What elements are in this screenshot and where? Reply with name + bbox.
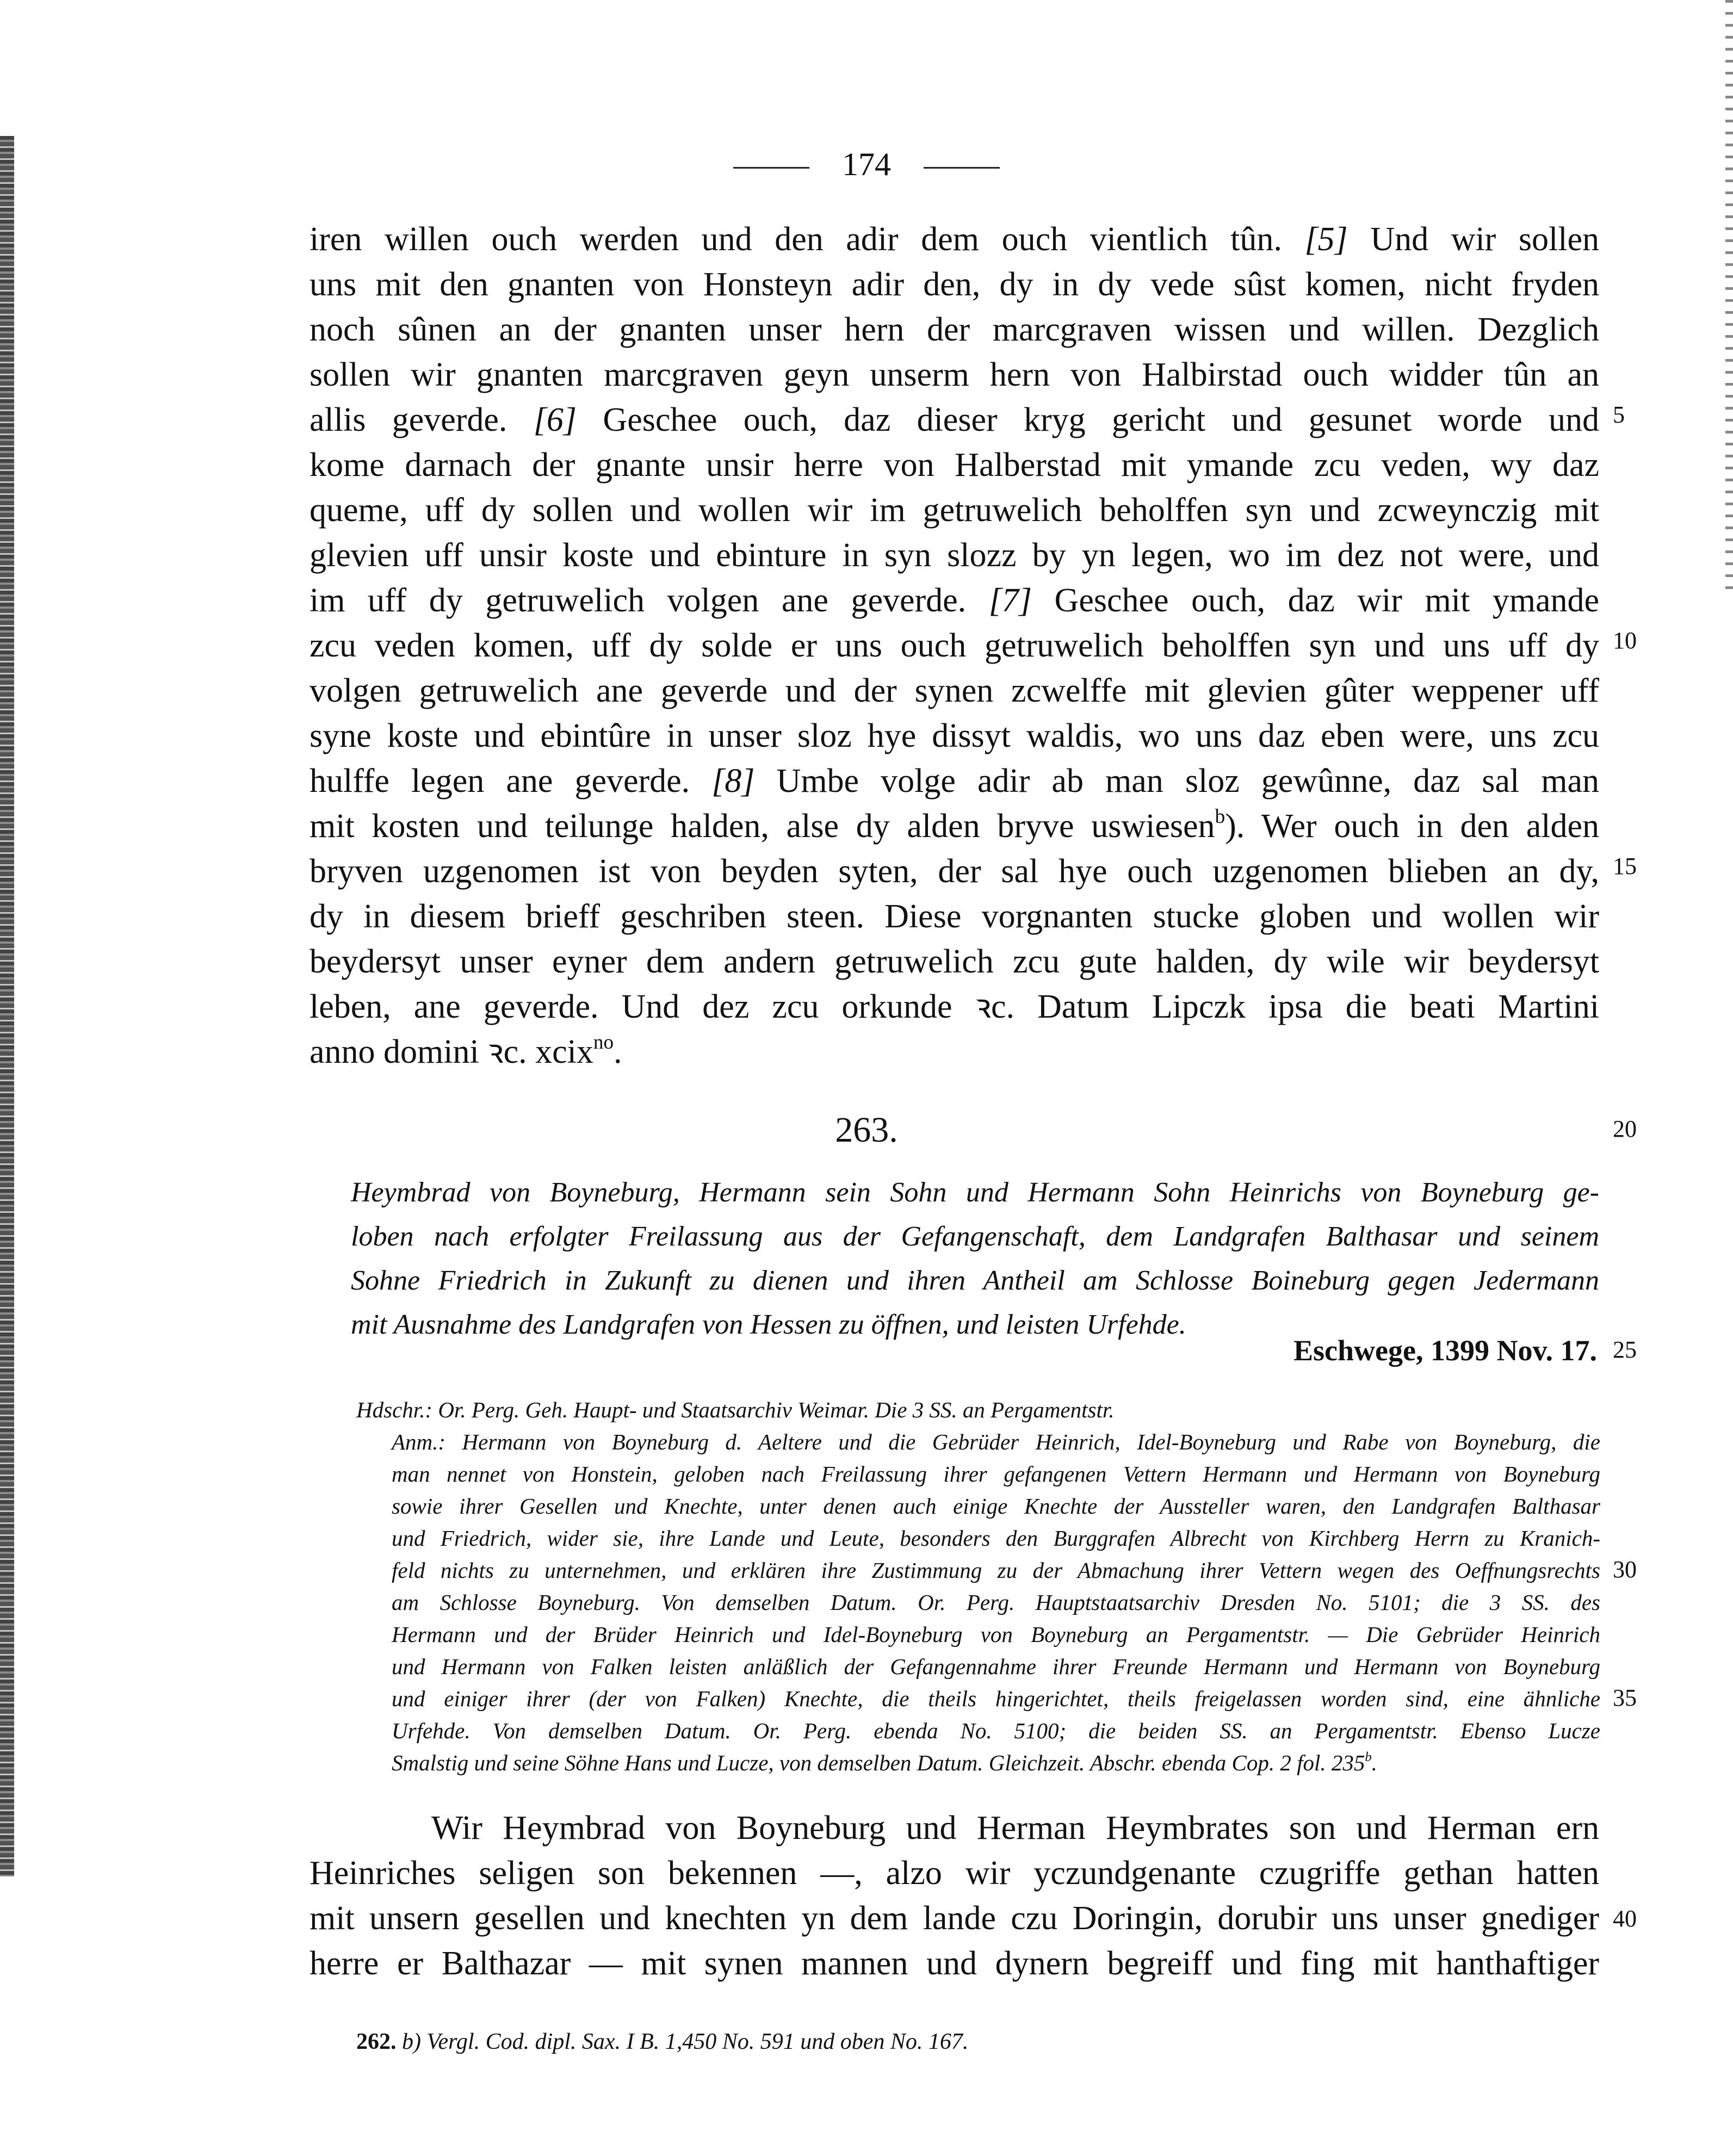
header-rule-right: [924, 167, 1000, 169]
text-run: zcu veden komen, uff dy solde er uns ouch getruwelich beholffen syn und uns uff dy: [310, 627, 1599, 664]
section-marker: [8]: [711, 763, 755, 800]
text-run: syne koste und ebintûre in unser sloz hye dissyt waldis, wo uns daz eben were, uns zcu: [310, 717, 1599, 754]
note-line: [392, 1525, 1600, 1551]
body-line: [310, 1033, 1599, 1071]
note-line: [392, 1461, 1600, 1487]
line-number: 10: [1613, 627, 1637, 654]
footnote: [356, 2029, 968, 2055]
body-line: [310, 581, 1599, 619]
body-line: [310, 897, 1599, 935]
text-run: Geschee ouch, daz dieser kryg gericht und gesunet worde und: [577, 401, 1599, 438]
note-line: [392, 1750, 1600, 1776]
body-line: [310, 988, 1599, 1026]
text-run: und einiger ihrer (der von Falken) Knechte, die theils hingerichtet, theils freigelassen worden sind, eine ähnliche: [392, 1686, 1600, 1711]
text-run: Smalstig und seine Söhne Hans und Lucze, von demselben Datum. Gleichzeit. Abschr. ebenda Cop. 2 fol. 235: [392, 1750, 1365, 1775]
note-line: [356, 1397, 1600, 1423]
text-run: und Friedrich, wider sie, ihre Lande und Leute, besonders den Burggrafen Albrecht von Kirchberg Herrn zu Kranich-: [392, 1526, 1600, 1551]
text-run: Geschee ouch, daz wir mit ymande: [1031, 582, 1599, 619]
text-run: Und wir sollen: [1347, 221, 1599, 258]
body-line: [310, 807, 1599, 845]
text-run: noch sûnen an der gnanten unser hern der marcgraven wissen und willen. Dezglich: [310, 311, 1599, 348]
body-line: [310, 311, 1599, 349]
body-line: [310, 943, 1599, 981]
document-number: 263.: [835, 1110, 898, 1150]
line-number: 20: [1613, 1116, 1637, 1142]
text-run: beydersyt unser eyner dem andern getruwelich zcu gute halden, dy wile wir beydersyt: [310, 943, 1599, 980]
note-line: [392, 1589, 1600, 1615]
section-marker: [7]: [988, 582, 1032, 619]
header-rule-left: [733, 167, 809, 169]
body-line: [310, 265, 1599, 303]
text-run: sollen wir gnanten marcgraven geyn unserm hern von Halbirstad ouch widder tûn an: [310, 356, 1599, 393]
text-run: allis geverde.: [310, 401, 534, 438]
body-line: [310, 672, 1599, 710]
body-line: [310, 536, 1599, 574]
text-run: bryven uzgenomen ist von beyden syten, der sal hye ouch uzgenomen blieben an dy,: [310, 853, 1599, 890]
note-line: [392, 1493, 1600, 1519]
text-run: feld nichts zu unternehmen, und erklären ihre Zustimmung zu der Abmachung ihrer Vettern wegen des Oeffnungsrechts: [392, 1558, 1600, 1583]
text-run: Hermann und der Brüder Heinrich und Idel-Boyneburg von Boyneburg an Pergamentstr. — Die Gebrüder Heinrich: [392, 1622, 1600, 1647]
line-number: 5: [1613, 401, 1625, 428]
section-marker: [6]: [533, 401, 577, 438]
text-run: leben, ane geverde. Und dez zcu orkunde ꝛc. Datum Lipczk ipsa die beati Martini: [310, 988, 1599, 1025]
body-line: [310, 762, 1599, 800]
line-number: 35: [1613, 1684, 1637, 1711]
line-number: 30: [1613, 1556, 1637, 1583]
summary-line: mit Ausnahme des Landgrafen von Hessen zu öffnen, und leisten Urfehde.: [351, 1309, 1186, 1340]
text-run: und Hermann von Falken leisten anläßlich der Gefangennahme ihrer Freunde Hermann und Hermann von Boyneburg: [392, 1654, 1600, 1679]
note-line: [392, 1718, 1600, 1744]
page-number: 174: [842, 146, 891, 182]
text-run: mit kosten und teilunge halden, alse dy alden bryve uswiesen: [310, 808, 1215, 845]
text-line: mit unsern gesellen und knechten yn dem lande czu Doringin, dorubir uns unser gnediger: [310, 1900, 1599, 1937]
superscript: no: [593, 1031, 614, 1054]
line-number: 25: [1613, 1336, 1637, 1363]
text-run: dy in diesem brieff geschriben steen. Diese vorgnanten stucke globen und wollen wir: [310, 898, 1599, 935]
body-line: [310, 717, 1599, 755]
text-line: herre er Balthazar — mit synen mannen und dynern begreiff und fing mit hanthaftiger: [310, 1945, 1599, 1982]
text-run: .: [614, 1033, 622, 1070]
text-run: hulffe legen ane geverde.: [310, 763, 712, 800]
text-run: uns mit den gnanten von Honsteyn adir den, dy in dy vede sûst komen, nicht fryden: [310, 266, 1599, 303]
body-line: [310, 356, 1599, 394]
text-run: ). Wer ouch in den alden: [1225, 808, 1599, 845]
body-line: [310, 852, 1599, 890]
body-line: [310, 446, 1599, 484]
text-run: queme, uff dy sollen und wollen wir im getruwelich beholffen syn und zcweynczig mit: [310, 492, 1599, 529]
scan-edge-left: [0, 136, 14, 1876]
footnote-text: b) Vergl. Cod. dipl. Sax. I B. 1,450 No. 591 und oben No. 167.: [396, 2029, 969, 2054]
body-line: [310, 491, 1599, 529]
line-number: 15: [1613, 853, 1637, 879]
text-run: im uff dy getruwelich volgen ane geverde.: [310, 582, 989, 619]
note-line: [392, 1686, 1600, 1712]
note-line: [392, 1557, 1600, 1583]
superscript: b: [1215, 805, 1226, 828]
text-run: Anm.: Hermann von Boyneburg d. Aeltere und die Gebrüder Heinrich, Idel-Boyneburg und Rabe von Boyneburg, die: [392, 1429, 1600, 1454]
superscript: b: [1365, 1749, 1372, 1764]
page-header: [0, 146, 1733, 183]
line-number: 40: [1613, 1905, 1637, 1932]
scan-edge-right: [1725, 0, 1733, 598]
summary-line: Sohne Friedrich in Zukunft zu dienen und ihren Antheil am Schlosse Boineburg gegen Jedermann: [351, 1265, 1599, 1296]
text-run: Umbe volge adir ab man sloz gewûnne, daz sal man: [754, 763, 1599, 800]
text-run: Urfehde. Von demselben Datum. Or. Perg. ebenda No. 5100; die beiden SS. an Pergamentstr. Ebenso Lucze: [392, 1718, 1600, 1743]
body-line: [310, 627, 1599, 665]
text-run: volgen getruwelich ane geverde und der synen zcwelffe mit glevien gûter weppener uff: [310, 672, 1599, 709]
text-run: iren willen ouch werden und den adir dem ouch vientlich tûn.: [310, 221, 1305, 258]
note-line: [392, 1429, 1600, 1455]
place-date: Eschwege, 1399 Nov. 17.: [1293, 1334, 1597, 1367]
summary-line: loben nach erfolgter Freilassung aus der Gefangenschaft, dem Landgrafen Balthasar und seinem: [351, 1221, 1599, 1252]
section-marker: [5]: [1304, 221, 1348, 258]
text-run: am Schlosse Boyneburg. Von demselben Datum. Or. Perg. Hauptstaatsarchiv Dresden No. 5101; die 3 SS. des: [392, 1590, 1600, 1615]
body-line: [310, 220, 1599, 258]
text-run: glevien uff unsir koste und ebinture in syn slozz by yn legen, wo im dez not were, und: [310, 537, 1599, 574]
note-line: [392, 1653, 1600, 1680]
text-run: Hdschr.: Or. Perg. Geh. Haupt- und Staatsarchiv Weimar. Die 3 SS. an Pergamentstr.: [356, 1397, 1115, 1422]
body-line: [310, 401, 1599, 439]
note-line: [392, 1621, 1600, 1647]
text-line: Heinriches seligen son bekennen —, alzo wir yczundgenante czugriffe gethan hatten: [310, 1855, 1599, 1892]
text-run: anno domini ꝛc. xcix: [310, 1033, 593, 1070]
summary-line: Heymbrad von Boyneburg, Hermann sein Sohn und Hermann Sohn Heinrichs von Boyneburg ge-: [351, 1177, 1599, 1208]
text-run: man nennet von Honstein, geloben nach Freilassung ihrer gefangenen Vettern Hermann und Hermann von Boyneburg: [392, 1461, 1600, 1486]
footnote-ref: 262.: [356, 2029, 397, 2054]
text-run: kome darnach der gnante unsir herre von Halberstad mit ymande zcu veden, wy daz: [310, 447, 1599, 484]
text-run: .: [1371, 1750, 1377, 1775]
text-line: Wir Heymbrad von Boyneburg und Herman Heymbrates son und Herman ern: [431, 1810, 1599, 1847]
text-run: sowie ihrer Gesellen und Knechte, unter denen auch einige Knechte der Aussteller waren, den Landgrafen Balthasar: [392, 1494, 1600, 1519]
